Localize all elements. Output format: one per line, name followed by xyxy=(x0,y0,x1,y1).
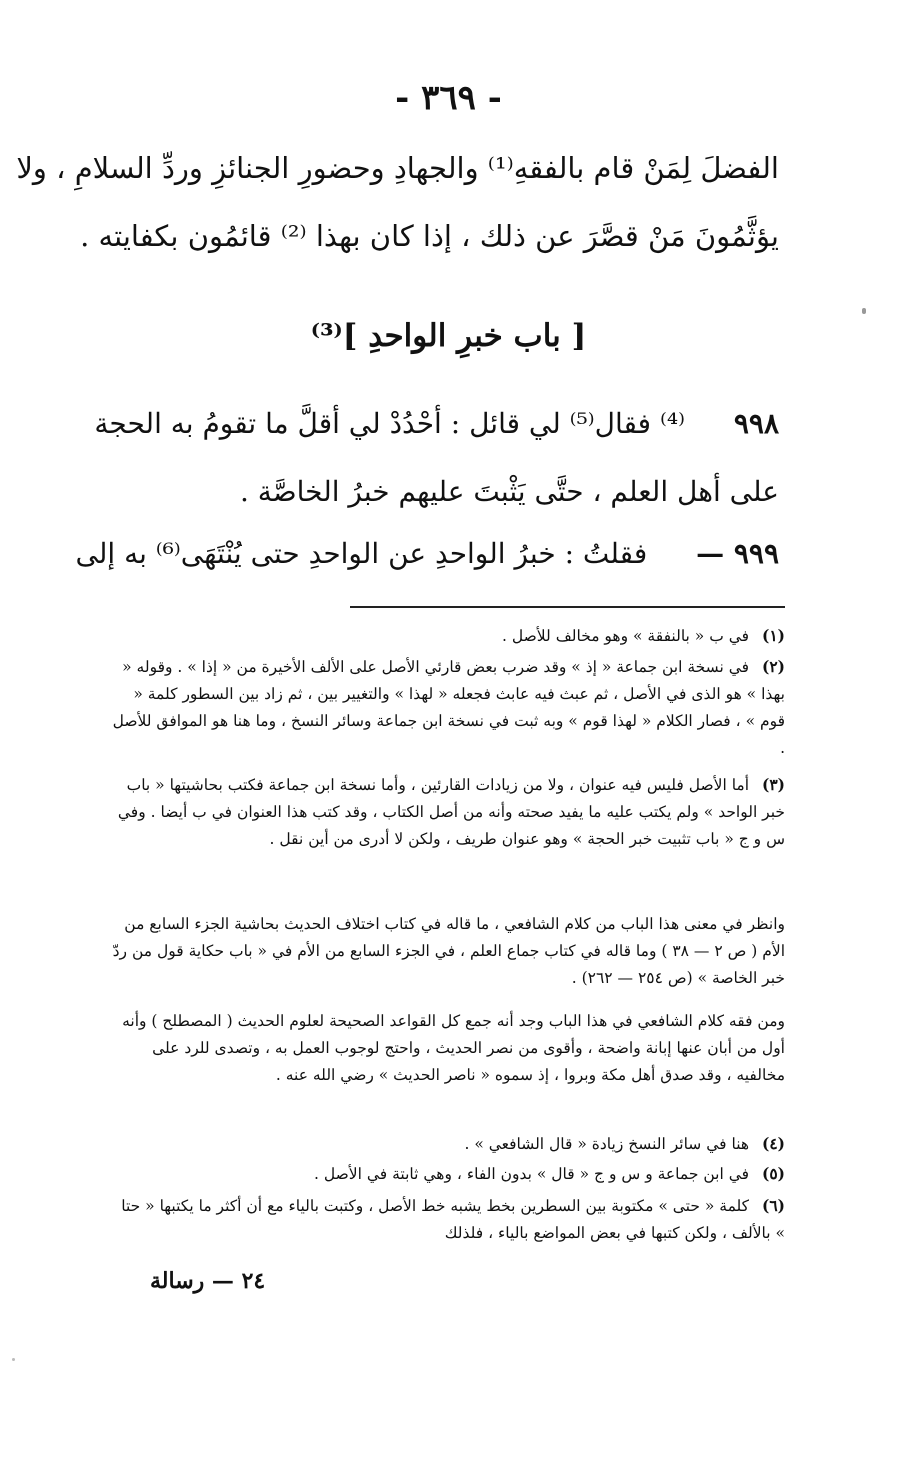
footnote-marker: (٥) xyxy=(761,1164,785,1183)
footnote-6 xyxy=(109,1192,785,1247)
footnote-text: كلمة « حتى » مكتوبة بين السطرين بخط يشبه خط الأصل ، وكتبت بالياء مع أن أكثر ما يكتبها « حتا » بالألف ، ولكن كتبها في بعض المواضع بالياء ، فلذلك xyxy=(121,1197,785,1242)
footnote-2 xyxy=(109,653,785,762)
paragraph-text: ⁽⁴⁾ فقال⁽⁵⁾ لي قائل : أحْدُدْ لي أقلَّ ما تقومُ به الحجة xyxy=(94,407,685,440)
page-number: - ٣٦٩ - xyxy=(395,78,502,118)
footnote-marker: (٢) xyxy=(761,657,785,676)
paragraph-number: ٩٩٩ — xyxy=(696,537,779,570)
footnote-4 xyxy=(109,1130,785,1158)
footnote-text: في نسخة ابن جماعة « إذ » وقد ضرب بعض قارئي الأصل على الألف الأخيرة من « إذا » . وقوله « بهذا » هو الذى في الأصل ، ثم عبث فيه عابث فجعله « لهذا » والتغيير بين ، ثم زاد بين السطور كلمة « قوم » ، فصار الكلام « لهذا قوم » وبه ثبت في نسخة ابن جماعة وسائر النسخ ، وما هنا هو الموافق للأصل . xyxy=(112,658,785,757)
signature-mark: ٢٤ — رسالة xyxy=(150,1268,266,1294)
footnote-3-paragraph-3: ومن فقه كلام الشافعي في هذا الباب وجد أنه جمع كل القواعد الصحيحة لعلوم الحديث ( المصطلح ) وأنه أول من أبان عنها إبانة واضحة ، وأقوى من نصر الحديث ، واحتج لوجوب العمل به ، وتصدى للرد على مخالفيه ، وقد صدق أهل مكة وبروا ، إذ سموه « ناصر الحديث » رضي الله عنه . xyxy=(122,1012,785,1084)
scan-speck xyxy=(862,308,866,314)
paragraph-999 xyxy=(75,534,779,574)
paragraph-text: فقلتُ : خبرُ الواحدِ عن الواحدِ حتى يُنْتَهَى⁽⁶⁾ به إلى xyxy=(75,537,648,570)
footnote-text: هنا في سائر النسخ زيادة « قال الشافعي » . xyxy=(464,1135,750,1153)
footnote-marker: (٤) xyxy=(761,1134,785,1153)
footnote-marker: (٣) xyxy=(761,775,785,794)
paragraph-998-cont xyxy=(119,472,779,512)
paragraph-text: على أهل العلم ، حتَّى يَثْبتَ عليهم خبرُ الخاصَّة . xyxy=(240,475,779,508)
scan-speck xyxy=(12,1358,15,1361)
footnote-divider xyxy=(350,606,785,608)
footnote-1 xyxy=(109,622,785,650)
footnote-text: في ب « بالنفقة » وهو مخالف للأصل . xyxy=(502,627,750,645)
footnote-5 xyxy=(109,1160,785,1188)
body-line-2: يؤثَّمُونَ مَنْ قصَّرَ عن ذلك ، إذا كان بهذا ⁽²⁾ قائمُون بكفايته . xyxy=(80,219,779,253)
paragraph-number: ٩٩٨ xyxy=(733,407,779,440)
footnote-text: أما الأصل فليس فيه عنوان ، ولا من زيادات القارئين ، وأما نسخة ابن جماعة فكتب بحاشيتها « باب خبر الواحد » ولم يكتب عليه ما يفيد صحته وأنه من أصل الكتاب ، وقد كتب هذا العنوان في ب أيضا . وفي س و ج « باب تثبيت خبر الحجة » وهو عنوان طريف ، ولكن لا أدرى من أين نقل . xyxy=(117,776,785,848)
footnote-3 xyxy=(109,771,785,853)
footnote-marker: (٦) xyxy=(761,1196,785,1215)
body-line-1: الفضلَ لِمَنْ قام بالفقهِ⁽¹⁾ والجهادِ وحضورِ الجنائزِ وردِّ السلامِ ، ولا xyxy=(16,151,779,185)
footnote-marker: (١) xyxy=(761,626,785,645)
footnote-3-paragraph-2: وانظر في معنى هذا الباب من كلام الشافعي ، ما قاله في كتاب اختلاف الحديث بحاشية الجزء السابع من الأم ( ص ٢ — ٣٨ ) وما قاله في كتاب جماع العلم ، في الجزء السابع من الأم في « باب حكاية قول من ردّ خبر الخاصة » (ص ٢٥٤ — ٢٦٢) . xyxy=(112,915,785,987)
section-heading: [ باب خبرِ الواحدِ ]⁽³⁾ xyxy=(310,318,587,354)
paragraph-998 xyxy=(94,404,779,444)
footnote-text: في ابن جماعة و س و ج « قال » بدون الفاء ، وهي ثابتة في الأصل . xyxy=(314,1165,750,1183)
